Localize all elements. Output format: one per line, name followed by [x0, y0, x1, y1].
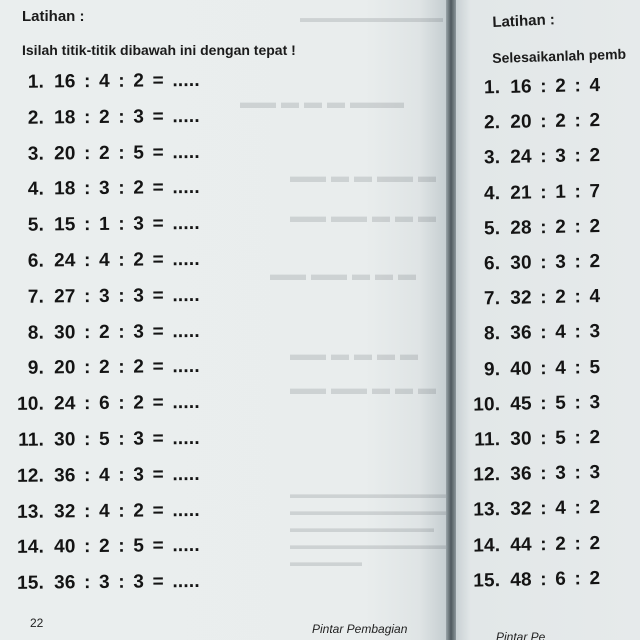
exercise-row	[456, 357, 600, 382]
right-heading: Latihan :	[492, 11, 556, 31]
left-heading: Latihan :	[22, 8, 85, 25]
exercise-expression: 40 : 2 : 5 = .....	[53, 535, 200, 558]
exercise-row	[0, 177, 200, 201]
exercise-number: 5.	[27, 214, 45, 236]
exercise-expression: 16 : 4 : 2 = .....	[53, 69, 200, 93]
exercise-row	[456, 533, 600, 558]
exercise-number: 3.	[483, 147, 501, 169]
exercise-expression: 36 : 3 : 3	[509, 462, 601, 486]
exercise-expression: 36 : 4 : 3	[509, 321, 601, 345]
exercise-number: 2.	[483, 112, 501, 134]
exercise-row	[0, 356, 200, 380]
exercise-row	[456, 462, 600, 487]
exercise-row	[456, 568, 600, 593]
exercise-expression: 40 : 4 : 5	[509, 356, 601, 380]
exercise-row	[0, 428, 200, 452]
exercise-row	[456, 427, 600, 452]
exercise-number: 7.	[483, 288, 501, 310]
exercise-number: 3.	[27, 143, 45, 165]
exercise-number: 9.	[483, 358, 501, 381]
exercise-expression: 45 : 5 : 3	[509, 391, 601, 415]
left-instruction: Isilah titik-titik dibawah ini dengan tepat !	[22, 42, 296, 58]
exercise-expression: 27 : 3 : 3 = .....	[53, 284, 200, 308]
exercise-expression: 16 : 2 : 4	[509, 74, 601, 98]
bleed-through-mark: ▬▬▬▬▬▬▬▬▬▬▬▬▬ ▬▬▬▬▬▬▬▬▬▬▬▬▬ ▬▬▬▬▬▬▬▬▬▬▬▬ ▬▬▬▬▬▬▬▬▬▬▬▬▬ ▬▬▬▬▬▬	[290, 487, 446, 569]
exercise-row	[456, 392, 600, 417]
exercise-number: 5.	[483, 217, 501, 240]
exercise-row	[456, 181, 600, 206]
bleed-through-mark: ▬▬ ▬ ▬ ▬ ▬	[290, 344, 419, 364]
exercise-expression: 44 : 2 : 2	[509, 532, 601, 556]
exercise-expression: 15 : 1 : 3 = .....	[53, 213, 200, 236]
exercise-expression: 32 : 4 : 2	[509, 497, 601, 521]
right-footer: Pintar Pe	[496, 630, 546, 640]
bleed-through-mark: ▬▬ ▬▬ ▬ ▬ ▬	[270, 264, 417, 284]
exercise-number: 8.	[483, 323, 501, 345]
exercise-row	[0, 142, 200, 166]
exercise-number: 2.	[27, 107, 45, 129]
exercise-number: 11.	[18, 429, 45, 451]
exercise-expression: 30 : 3 : 2	[509, 250, 601, 274]
bleed-through-mark: ▬▬ ▬ ▬ ▬▬ ▬	[290, 166, 437, 186]
exercise-row	[0, 249, 200, 273]
exercise-expression: 18 : 2 : 3 = .....	[53, 105, 200, 129]
exercise-number: 9.	[27, 357, 45, 380]
exercise-expression: 24 : 6 : 2 = .....	[53, 392, 200, 415]
exercise-row	[456, 497, 600, 522]
exercise-expression: 28 : 2 : 2	[509, 215, 601, 239]
exercise-row	[456, 321, 600, 346]
bleed-through-mark: ▬▬ ▬▬ ▬ ▬ ▬	[290, 206, 437, 226]
exercise-expression: 20 : 2 : 2 = .....	[53, 356, 200, 379]
exercise-number: 1.	[483, 77, 501, 99]
bleed-through-mark: ▬▬ ▬▬ ▬ ▬ ▬	[290, 378, 437, 398]
exercise-number: 15.	[16, 572, 45, 595]
exercise-expression: 36 : 3 : 3 = .....	[53, 571, 200, 594]
exercise-number: 12.	[16, 465, 45, 487]
bleed-through-mark: ▬▬ ▬ ▬ ▬ ▬▬▬	[240, 92, 405, 112]
exercise-number: 7.	[27, 286, 45, 308]
page-number: 22	[30, 616, 44, 630]
exercise-row	[0, 392, 200, 416]
right-page	[456, 0, 640, 640]
exercise-number: 10.	[472, 393, 501, 416]
exercise-number: 13.	[472, 499, 501, 522]
exercise-expression: 30 : 5 : 3 = .....	[53, 427, 200, 451]
exercise-expression: 20 : 2 : 2	[509, 110, 601, 134]
exercise-row	[456, 251, 600, 276]
exercise-number: 1.	[27, 71, 45, 93]
exercise-number: 6.	[27, 250, 45, 272]
exercise-number: 10.	[16, 393, 45, 416]
exercise-number: 4.	[27, 178, 45, 201]
exercise-row	[0, 500, 200, 524]
exercise-expression: 24 : 3 : 2	[509, 145, 601, 169]
book-gutter	[446, 0, 456, 640]
exercise-expression: 20 : 2 : 5 = .....	[53, 141, 200, 165]
exercise-row	[456, 145, 600, 170]
exercise-expression: 21 : 1 : 7	[509, 180, 601, 204]
exercise-row	[456, 110, 600, 135]
exercise-expression: 32 : 4 : 2 = .....	[53, 499, 200, 523]
book-title: Pintar Pembagian	[312, 622, 408, 636]
exercise-expression: 32 : 2 : 4	[509, 286, 601, 310]
exercise-row	[0, 321, 200, 345]
exercise-row	[0, 464, 200, 488]
exercise-row	[0, 106, 200, 130]
exercise-number: 14.	[472, 534, 501, 557]
exercise-expression: 48 : 6 : 2	[509, 567, 601, 591]
bleed-through-mark: ▬▬▬▬▬▬▬▬▬▬▬	[300, 10, 443, 25]
exercise-expression: 18 : 3 : 2 = .....	[53, 177, 200, 200]
exercise-number: 4.	[483, 182, 501, 205]
exercise-number: 11.	[474, 429, 501, 451]
exercise-number: 14.	[16, 536, 45, 559]
exercise-expression: 30 : 5 : 2	[509, 426, 601, 450]
exercise-row	[0, 213, 200, 237]
exercise-expression: 24 : 4 : 2 = .....	[53, 248, 200, 272]
exercise-row	[0, 70, 200, 94]
exercise-number: 12.	[472, 464, 501, 486]
right-instruction: Selesaikanlah pemb	[492, 45, 627, 66]
exercise-row	[456, 75, 600, 100]
exercise-row	[0, 285, 200, 309]
exercise-row	[456, 286, 600, 311]
exercise-expression: 30 : 2 : 3 = .....	[53, 320, 200, 344]
exercise-row	[0, 535, 200, 559]
exercise-number: 13.	[16, 501, 45, 523]
exercise-row	[0, 571, 200, 595]
exercise-expression: 36 : 4 : 3 = .....	[53, 463, 200, 487]
exercise-row	[456, 216, 600, 241]
exercise-number: 15.	[472, 569, 501, 592]
exercise-number: 6.	[483, 253, 501, 275]
exercise-number: 8.	[27, 322, 45, 344]
